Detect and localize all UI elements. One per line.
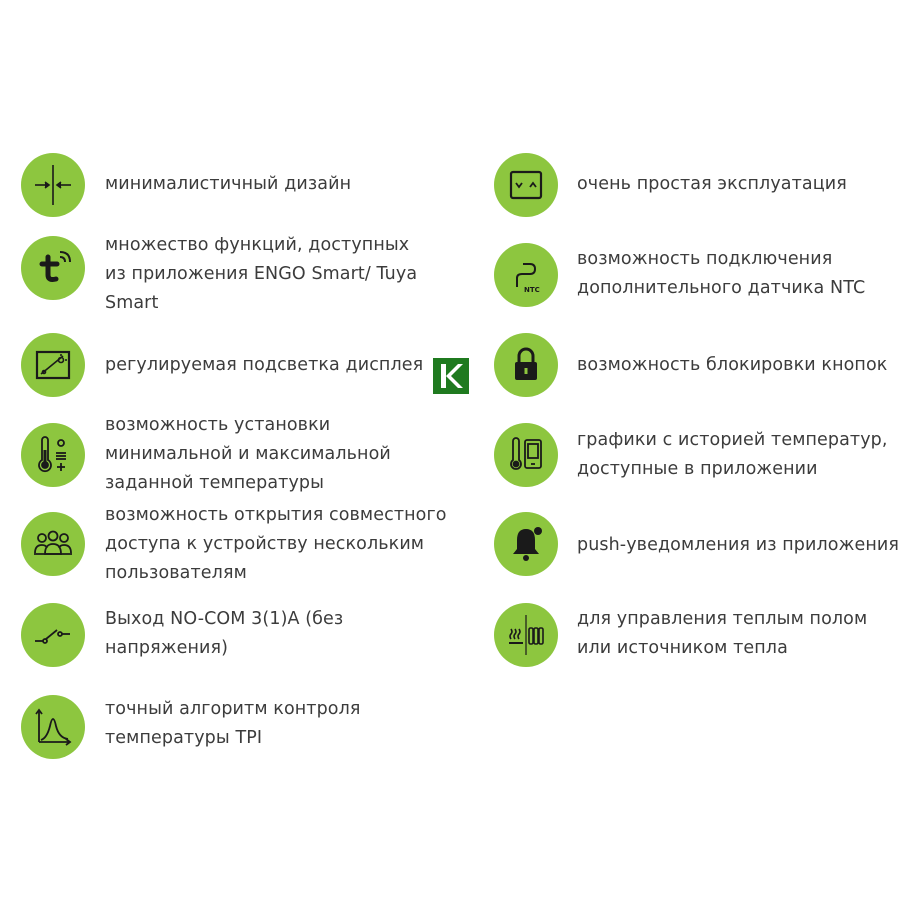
feature-label: возможность установки минимальной и максимальной заданной температуры [105,415,391,493]
display-backlight-icon [21,333,85,397]
tuya-app-icon [21,236,85,300]
ntc-sensor-icon [494,243,558,307]
feature-label: регулируемая подсветка дисплея [105,355,424,375]
bell-notification-icon [494,512,558,576]
users-group-icon [21,512,85,576]
simple-control-icon [494,153,558,217]
feature-label: минималистичный дизайн [105,174,352,194]
relay-switch-icon [21,603,85,667]
ntc-icon-text: NTC [524,286,540,294]
feature-label: Выход NO-COM 3(1)A (без напряжения) [105,609,344,658]
feature-label: точный алгоритм контроля температуры TPI [105,699,361,748]
feature-label: возможность открытия совместного доступа к устройству нескольким пользователям [105,505,447,583]
feature-label: графики с историей температур, доступные в приложении [577,430,888,479]
feature-label: push-уведомления из приложения [577,535,899,555]
phone-thermometer-icon [494,423,558,487]
floor-radiator-icon [494,603,558,667]
k-logo-icon [433,358,469,394]
feature-label: множество функций, доступных из приложения ENGO Smart/ Tuya Smart [105,235,418,313]
feature-label: возможность подключения дополнительного датчика NTC [577,249,866,298]
feature-label: возможность блокировки кнопок [577,355,888,375]
thermometer-min-max-icon [21,423,85,487]
feature-label: очень простая эксплуатация [577,174,847,194]
padlock-icon [494,333,558,397]
tpi-graph-icon [21,695,85,759]
minimalist-design-icon [21,153,85,217]
feature-label: для управления теплым полом или источником тепла [577,609,868,658]
